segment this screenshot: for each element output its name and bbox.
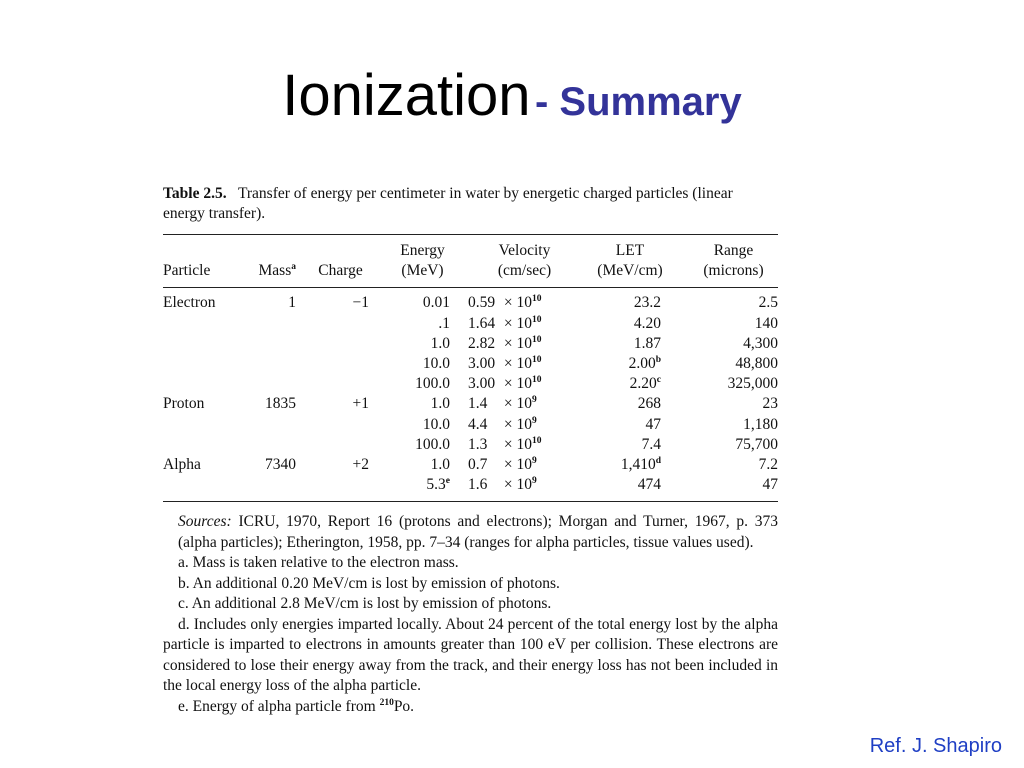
let-table <box>163 241 778 281</box>
cell-velocity: $0.7 \times 10^9$ <box>468 456 537 474</box>
top-rule <box>163 234 778 235</box>
cell-charge: +2 <box>352 456 369 474</box>
cell-velocity: $1.64 \times 10^{10}$ <box>468 314 542 332</box>
cell-mass <box>241 475 296 495</box>
cell-charge <box>296 354 369 374</box>
header-charge: Charge <box>318 262 363 280</box>
cell-energy: 10.0 <box>422 415 450 433</box>
slide-title <box>0 62 1024 129</box>
header-velocity: Velocity <box>498 242 551 259</box>
cell-particle <box>163 475 241 495</box>
cell-mass <box>241 435 296 455</box>
cell-range: 4,300 <box>743 334 778 352</box>
cell-let: 4.20 <box>633 314 661 332</box>
cell-particle <box>163 314 241 334</box>
cell-velocity: $1.4 \times 10^9$ <box>468 395 537 413</box>
header-energy: Energy <box>400 242 445 259</box>
cell-range: 2.5 <box>758 294 778 312</box>
cell-charge <box>296 435 369 455</box>
header-range: Range <box>713 242 754 259</box>
table-row <box>163 455 778 475</box>
title-subtitle: - Summary <box>535 80 742 124</box>
cell-charge <box>296 475 369 495</box>
cell-range: 7.2 <box>758 456 778 474</box>
cell-let: 1.87 <box>633 334 661 352</box>
header-energy-unit: (MeV) <box>401 262 444 280</box>
cell-energy: 0.01 <box>422 294 450 312</box>
table-row <box>163 334 778 354</box>
cell-energy: .1 <box>438 314 450 332</box>
header-row-1 <box>163 241 778 261</box>
table-notes <box>163 512 778 717</box>
cell-mass <box>241 334 296 354</box>
table-document <box>163 184 778 717</box>
cell-mass <box>241 314 296 334</box>
cell-let: 474 <box>637 476 661 494</box>
cell-range: 1,180 <box>743 415 778 433</box>
header-row-2 <box>163 261 778 281</box>
cell-velocity: $1.3 \times 10^{10}$ <box>468 435 542 453</box>
cell-particle <box>163 334 241 354</box>
table-row <box>163 293 778 313</box>
cell-charge <box>296 415 369 435</box>
cell-let: 2.20$^c$ <box>629 375 661 393</box>
bottom-rule <box>163 501 778 502</box>
note-e: e. Energy of alpha particle from $^{210}$Po. <box>178 697 415 715</box>
cell-mass <box>241 415 296 435</box>
table-row <box>163 314 778 334</box>
cell-mass: 1 <box>288 294 296 312</box>
cell-energy: 100.0 <box>415 375 450 393</box>
cell-let: 23.2 <box>633 294 661 312</box>
cell-charge <box>296 374 369 394</box>
header-mass: Mass$^a$ <box>258 262 296 280</box>
cell-range: 325,000 <box>727 375 778 393</box>
cell-particle <box>163 374 241 394</box>
cell-energy: 1.0 <box>430 456 450 474</box>
table-row <box>163 374 778 394</box>
cell-energy: 1.0 <box>430 334 450 352</box>
cell-range: 48,800 <box>735 355 778 373</box>
cell-charge: +1 <box>352 395 369 413</box>
cell-range: 75,700 <box>735 435 778 453</box>
table-label: Table 2.5. <box>163 185 227 202</box>
cell-range: 23 <box>762 395 778 413</box>
note-a: a. Mass is taken relative to the electron mass. <box>178 554 459 572</box>
cell-let: 47 <box>645 415 661 433</box>
note-d: d. Includes only energies imparted locally. About 24 percent of the total energy lost by the alpha particle is imparted to electrons in amounts greater than 100 eV per collision. These electrons are considered to lose their energy away from the track, and their energy loss has not been included in the local energy loss of the alpha particle. <box>163 615 778 695</box>
cell-energy: 100.0 <box>415 435 450 453</box>
header-let: LET <box>615 242 645 259</box>
cell-charge <box>296 334 369 354</box>
cell-velocity: $4.4 \times 10^9$ <box>468 415 537 433</box>
cell-particle <box>163 354 241 374</box>
header-rule <box>163 287 778 288</box>
table-row <box>163 415 778 435</box>
table-row <box>163 435 778 455</box>
cell-energy: 10.0 <box>422 355 450 373</box>
title-main: Ionization <box>282 63 531 128</box>
header-velocity-unit: (cm/sec) <box>497 262 552 280</box>
cell-let: 2.00$^b$ <box>628 355 661 373</box>
cell-let: 7.4 <box>641 435 661 453</box>
cell-range: 47 <box>762 476 778 494</box>
cell-velocity: $3.00 \times 10^{10}$ <box>468 375 542 393</box>
cell-particle <box>163 435 241 455</box>
cell-mass <box>241 354 296 374</box>
cell-let: 1,410$^d$ <box>620 456 661 474</box>
reference-credit: Ref. J. Shapiro <box>869 735 1002 757</box>
cell-particle: Alpha <box>163 456 201 474</box>
cell-mass <box>241 374 296 394</box>
table-caption-text: Transfer of energy per centimeter in water by energetic charged particles (linear energy transfer). <box>163 185 733 222</box>
cell-charge <box>296 314 369 334</box>
note-sources: Sources: ICRU, 1970, Report 16 (protons and electrons); Morgan and Turner, 1967, p. 373 (alpha particles); Etherington, 1958, pp. 7–34 (ranges for alpha particles, tissue values used). <box>178 513 778 551</box>
table-row <box>163 475 778 495</box>
cell-mass: 1835 <box>265 395 296 413</box>
table-row <box>163 394 778 414</box>
cell-particle: Electron <box>163 294 216 312</box>
header-particle: Particle <box>163 262 211 280</box>
note-c: c. An additional 2.8 MeV/cm is lost by emission of photons. <box>178 595 552 613</box>
cell-let: 268 <box>637 395 661 413</box>
cell-range: 140 <box>754 314 778 332</box>
cell-particle <box>163 415 241 435</box>
let-table-body <box>163 293 778 495</box>
header-let-unit: (MeV/cm) <box>597 262 663 280</box>
cell-velocity: $1.6 \times 10^9$ <box>468 476 537 494</box>
cell-charge: −1 <box>352 294 369 312</box>
cell-mass: 7340 <box>265 456 296 474</box>
cell-velocity: $3.00 \times 10^{10}$ <box>468 355 542 373</box>
note-b: b. An additional 0.20 MeV/cm is lost by emission of photons. <box>178 574 560 592</box>
cell-particle: Proton <box>163 395 205 413</box>
table-row <box>163 354 778 374</box>
table-caption <box>163 184 778 224</box>
cell-energy: 1.0 <box>430 395 450 413</box>
header-range-unit: (microns) <box>703 262 764 280</box>
cell-energy: 5.3e <box>426 476 450 494</box>
cell-velocity: $0.59 \times 10^{10}$ <box>468 294 542 312</box>
cell-velocity: $2.82 \times 10^{10}$ <box>468 334 542 352</box>
